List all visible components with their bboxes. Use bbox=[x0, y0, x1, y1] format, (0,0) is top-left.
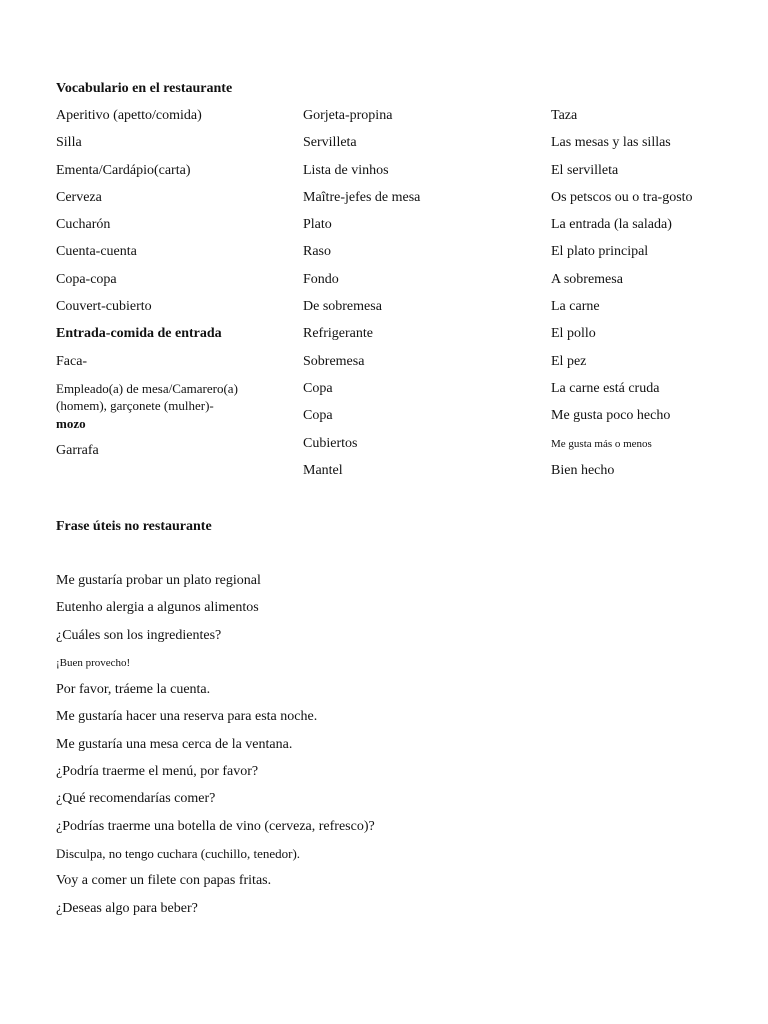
vocab-term: Copa-copa bbox=[56, 271, 117, 287]
vocab-term: Plato bbox=[303, 217, 332, 233]
vocab-term: Cuenta-cuenta bbox=[56, 244, 137, 260]
phrase-item: Disculpa, no tengo cuchara (cuchillo, tenedor). bbox=[56, 845, 301, 861]
vocab-term-line: mozo bbox=[56, 415, 86, 431]
vocab-term: Os petscos ou o tra-gosto bbox=[551, 189, 693, 205]
vocab-term: Entrada-comida de entrada bbox=[56, 326, 222, 342]
vocab-term-line: (homem), garçonete (mulher)- bbox=[56, 398, 214, 414]
vocab-term: Couvert-cubierto bbox=[56, 299, 152, 315]
phrase-item: Me gustaría hacer una reserva para esta noche. bbox=[56, 709, 318, 725]
phrase-item: Eutenho alergia a algunos alimentos bbox=[56, 600, 259, 616]
vocabulary-heading: Vocabulario en el restaurante bbox=[56, 81, 233, 96]
phrase-item: Por favor, tráeme la cuenta. bbox=[56, 682, 211, 698]
vocab-column-1 bbox=[56, 107, 292, 469]
vocab-term: El plato principal bbox=[551, 244, 649, 260]
vocab-term: Refrigerante bbox=[303, 326, 373, 342]
phrases-heading: Frase úteis no restaurante bbox=[56, 519, 212, 534]
vocab-term: Lista de vinhos bbox=[303, 162, 389, 178]
vocab-term: Servilleta bbox=[303, 135, 357, 151]
vocab-term: Taza bbox=[551, 108, 578, 123]
vocab-term: Ementa/Cardápio(carta) bbox=[56, 162, 191, 178]
phrase-item: Voy a comer un filete con papas fritas. bbox=[56, 873, 272, 889]
vocab-term: Cubiertos bbox=[303, 435, 358, 451]
vocab-term-multiline bbox=[56, 380, 292, 433]
vocab-term: Raso bbox=[303, 244, 331, 260]
vocab-term: De sobremesa bbox=[303, 299, 382, 315]
vocab-term: La entrada (la salada) bbox=[551, 217, 672, 233]
phrase-item: ¿Podría traerme el menú, por favor? bbox=[56, 764, 259, 780]
vocab-term: La carne está cruda bbox=[551, 380, 660, 396]
vocab-term: Aperitivo (apetto/comida) bbox=[56, 108, 202, 123]
vocab-term: Faca- bbox=[56, 353, 88, 369]
vocab-column-3 bbox=[551, 107, 761, 489]
vocab-term: Mantel bbox=[303, 462, 343, 478]
vocab-term: Cucharón bbox=[56, 217, 111, 233]
vocab-term: Gorjeta-propina bbox=[303, 108, 393, 123]
phrase-item: Me gustaría una mesa cerca de la ventana. bbox=[56, 736, 293, 752]
vocab-term: Copa bbox=[303, 380, 333, 396]
vocab-term: El pollo bbox=[551, 326, 596, 342]
phrases-list bbox=[56, 572, 736, 927]
phrase-item: ¿Deseas algo para beber? bbox=[56, 900, 198, 916]
vocab-term: Me gusta más o menos bbox=[551, 437, 652, 450]
vocab-term: Cerveza bbox=[56, 189, 102, 205]
vocab-term: Sobremesa bbox=[303, 353, 365, 369]
vocab-term: Maître-jefes de mesa bbox=[303, 189, 421, 205]
vocab-term: El pez bbox=[551, 353, 587, 369]
phrase-item: ¿Qué recomendarías comer? bbox=[56, 791, 216, 807]
vocab-term-line: Empleado(a) de mesa/Camarero(a) bbox=[56, 380, 238, 396]
vocab-term: El servilleta bbox=[551, 162, 619, 178]
phrase-item: ¡Buen provecho! bbox=[56, 656, 131, 669]
vocab-term: La carne bbox=[551, 299, 600, 315]
phrase-item: Me gustaría probar un plato regional bbox=[56, 573, 261, 588]
vocab-term: Fondo bbox=[303, 271, 339, 287]
vocab-term: Las mesas y las sillas bbox=[551, 135, 671, 151]
vocab-term: A sobremesa bbox=[551, 271, 623, 287]
phrase-item: ¿Cuáles son los ingredientes? bbox=[56, 627, 222, 643]
vocab-column-2 bbox=[303, 107, 539, 489]
vocab-term: Bien hecho bbox=[551, 462, 615, 478]
phrase-item: ¿Podrías traerme una botella de vino (cerveza, refresco)? bbox=[56, 818, 375, 834]
vocab-term: Garrafa bbox=[56, 442, 99, 458]
vocab-term: Me gusta poco hecho bbox=[551, 408, 671, 424]
vocab-term: Copa bbox=[303, 408, 333, 424]
vocab-term: Silla bbox=[56, 135, 82, 151]
